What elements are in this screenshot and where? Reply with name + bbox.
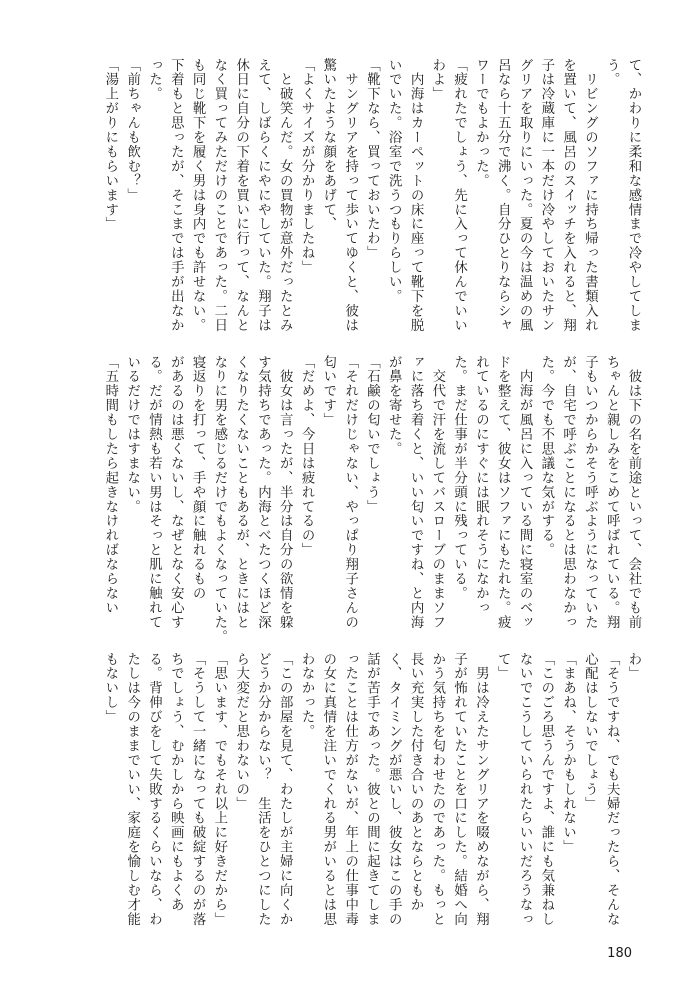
page-number: 180 — [607, 946, 632, 961]
text-block-upper: て、かわりに柔和な感情まで冷やしてしま う。 リビングのソファに持ち帰った書類入れ を置いて、風呂のスイッチを入れると、翔 子は冷蔵庫に一本だけ冷やしておいたサン グリアを取りにいった。夏の今は温めの風 呂なら十五分で沸く。自分ひとりならシャ ワーでもよかった。 「疲れたでしょう、先に入って休んでいい わよ」 内海はカーペットの床に座って靴下を脱 いでいた。浴室で洗うつもりらしい。 「靴下なら、買っておいたわ」 サングリアを持って歩いてゆくと、彼は 驚いたような顔をあげて、 「よくサイズが分かりましたね」 と破笑んだ。女の買物が意外だったとみ えて、しばらくにやにやしていた。翔子は 休日に自分の下着を買いに行って、なんと なく買ってみただけのことであった。二日 も同じ靴下を履く男は身内でも許せない。 下着もと思ったが、そこまでは手が出なか った。 「前ちゃんも飲む？」 「湯上がりにもらいます」 — [102, 58, 641, 333]
text-block-middle: 彼は下の名を前途といって、会社でも前 ちゃんと親しみをこめて呼ばれている。翔 子もいつからかそう呼ぶようになっていた が、自宅で呼ぶことになるとは思わなかっ た。今でも不思議な気がする。 内海が風呂に入っている間に寝室のベッ ドを整えて、彼女はソファにもたれた。疲 れているのにすぐには眠れそうになかっ た。まだ仕事が半分頭に残っている。 交代で汗を流してバスローブのままソフ ァに落ち着くと、いい匂いですね、と内海 が鼻を寄せた。 「石鹸の匂いでしょう」 「それだけじゃない、やっぱり翔子さんの 匂いです」 「だめよ、今日は疲れてるの」 彼女は言ったが、半分は自分の欲情を躱 す気持ちであった。内海とべたつくほど深 くなりたくないこともあるが、ときにはと なりに男を感じるだけでもよくなっていた。 寝返りを打って、手や顔に触れるもの があるのは悪くないし、なぜとなく安心す る。だが情熱も若い男はそっと肌に触れて いるだけではすまない。 「五時間もしたら起きなければならない — [102, 355, 641, 644]
text-block-lower: わ」 「そうですね、でも夫婦だったら、そんな 心配はしないでしょう」 「まあね、そうかもしれない」 「このごろ思うんですよ、誰にも気兼ねし ないでこうしていられたらいいだろうなっ て」 男は冷えたサングリアを啜めながら、翔 子が怖れていたことを口にした。結婚へ向 かう気持ちを匂わせたのであった。もっと 長い充実した付き合いのあとならともか く、タイミングが悪いし、彼女はこの手の 話が苦手であった。彼との間に起きてしま ったことは仕方がないが、年上の仕事中毒 の女に真情を注いでくれる男がいるとは思 わなかった。 「この部屋を見て、わたしが主婦に向くか どうか分からない？ 生活をひとつにした ら大変だと思わないの」 「思います、でもそれ以上に好きだから」 「そうして一緒になっても破綻するのが落 ちでしょう、むかしから映画にもよくあ る。背伸びをして失敗するくらいなら、わ たしは今のままでいい、家庭を愉しむ才能 もないし」 — [102, 652, 641, 927]
